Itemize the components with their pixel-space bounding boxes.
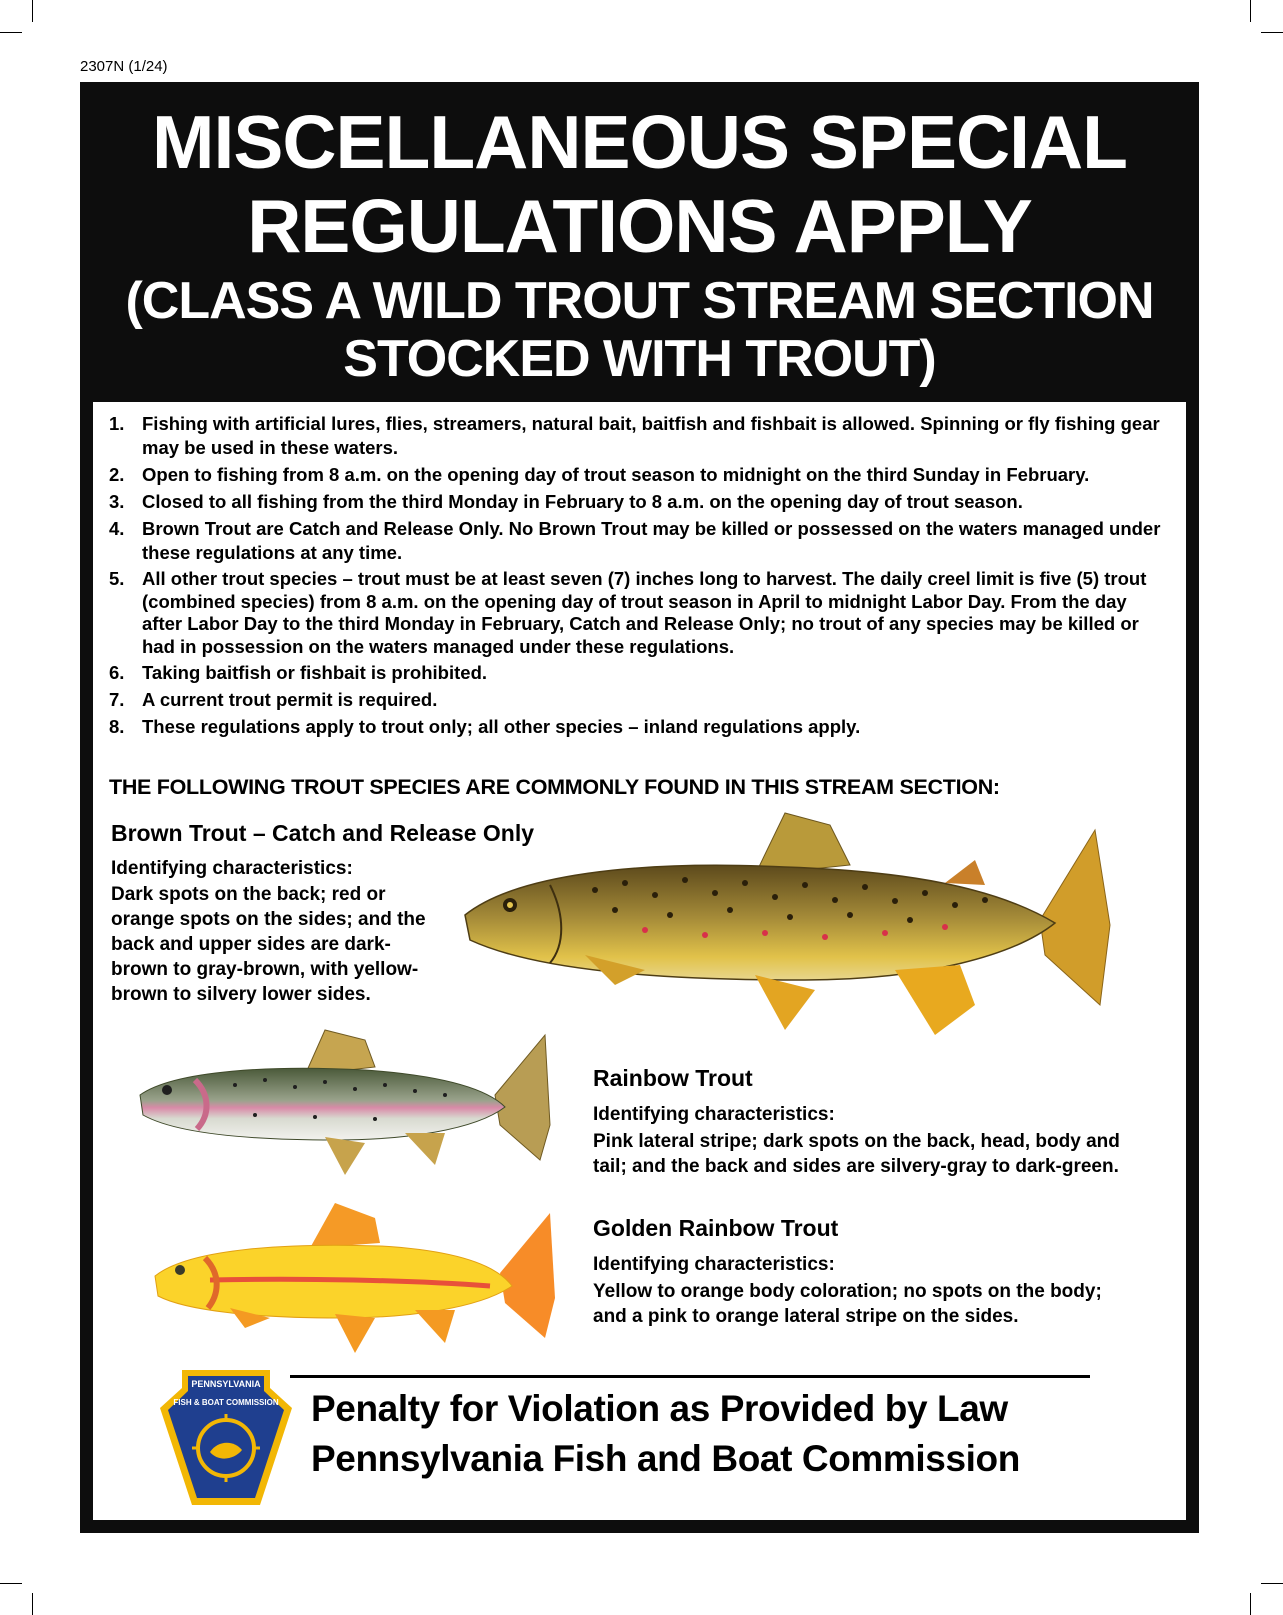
rules-list [109,412,1169,742]
rule-number: 3. [109,491,125,512]
golden-rainbow-trout-description: Yellow to orange body coloration; no spots on the body; and a pink to orange lateral stripe on the sides. [593,1281,1102,1327]
rule-item [109,688,1169,712]
penalty-line-1: Penalty for Violation as Provided by Law [311,1388,1008,1429]
rule-item [109,568,1169,658]
penalty-divider [290,1375,1090,1378]
rainbow-trout-illustration [135,1025,565,1190]
rule-number: 8. [109,716,125,737]
penalty-line-2: Pennsylvania Fish and Boat Commission [311,1438,1020,1479]
rule-number: 4. [109,518,125,539]
rainbow-trout-id-label: Identifying characteristics: [593,1104,835,1125]
crop-mark [32,0,33,22]
logo-text-line-2: FISH & BOAT COMMISSION [173,1398,279,1407]
golden-rainbow-trout-id-label: Identifying characteristics: [593,1254,835,1275]
crop-mark [1250,0,1251,22]
brown-trout-name: Brown Trout – Catch and Release Only [111,820,535,846]
pfbc-logo [160,1370,292,1505]
subtitle-line-1: (CLASS A WILD TROUT STREAM SECTION [125,272,1154,330]
rule-number: 5. [109,568,125,589]
rule-text: All other trout species – trout must be at least seven (7) inches long to harvest. The daily creel limit is five (5) trout (combined species) from 8 a.m. on the opening day of trout season in April to midnight Labor Day. From the day after Labor Day to the third Monday in February, Catch and Release Only; no trout of any species may be killed or had in possession on the waters managed under these regulations. [142,568,1147,657]
brown-trout-description: Dark spots on the back; red or orange spots on the sides; and the back and upper sides are dark-brown to gray-brown, with yellow-brown to silvery lower sides. [111,884,426,1005]
golden-rainbow-trout-name: Golden Rainbow Trout [593,1215,839,1241]
crop-mark [0,32,22,33]
crop-mark [0,1583,22,1584]
rule-item [109,490,1169,514]
brown-trout-id-label: Identifying characteristics: [111,858,353,879]
rule-item [109,517,1169,565]
rule-item [109,412,1169,460]
crop-mark [1261,1583,1283,1584]
rule-text: Taking baitfish or fishbait is prohibited. [142,662,488,683]
logo-text-line-1: PENNSYLVANIA [191,1379,261,1389]
title-line-1: MISCELLANEOUS SPECIAL [152,100,1127,184]
rule-text: Closed to all fishing from the third Monday in February to 8 a.m. on the opening day of trout season. [142,491,1023,512]
rule-text: These regulations apply to trout only; all other species – inland regulations apply. [142,716,861,737]
subtitle-line-2: STOCKED WITH TROUT) [343,330,936,388]
rainbow-trout-description: Pink lateral stripe; dark spots on the back, head, body and tail; and the back and sides are silvery-gray to dark-green. [593,1131,1120,1177]
rule-number: 2. [109,464,125,485]
rule-text: Open to fishing from 8 a.m. on the opening day of trout season to midnight on the third Sunday in February. [142,464,1090,485]
rule-number: 6. [109,662,125,683]
rule-number: 1. [109,413,125,434]
rule-text: Brown Trout are Catch and Release Only. No Brown Trout may be killed or possessed on the waters managed under these regulations at any time. [142,518,1161,563]
rule-number: 7. [109,689,125,710]
golden-rainbow-trout-illustration [150,1198,570,1358]
sign-header [80,82,1199,402]
rule-item [109,661,1169,685]
crop-mark [1261,32,1283,33]
rainbow-trout-name: Rainbow Trout [593,1065,753,1091]
rule-item [109,463,1169,487]
crop-mark [1250,1593,1251,1615]
rule-text: A current trout permit is required. [142,689,438,710]
form-code: 2307N (1/24) [80,58,168,75]
crop-mark [32,1593,33,1615]
rule-text: Fishing with artificial lures, flies, streamers, natural bait, baitfish and fishbait is allowed. Spinning or fly fishing gear may be used in these waters. [142,413,1160,458]
title-line-2: REGULATIONS APPLY [247,184,1032,268]
rule-item [109,715,1169,739]
species-heading: THE FOLLOWING TROUT SPECIES ARE COMMONLY FOUND IN THIS STREAM SECTION: [109,775,1000,799]
